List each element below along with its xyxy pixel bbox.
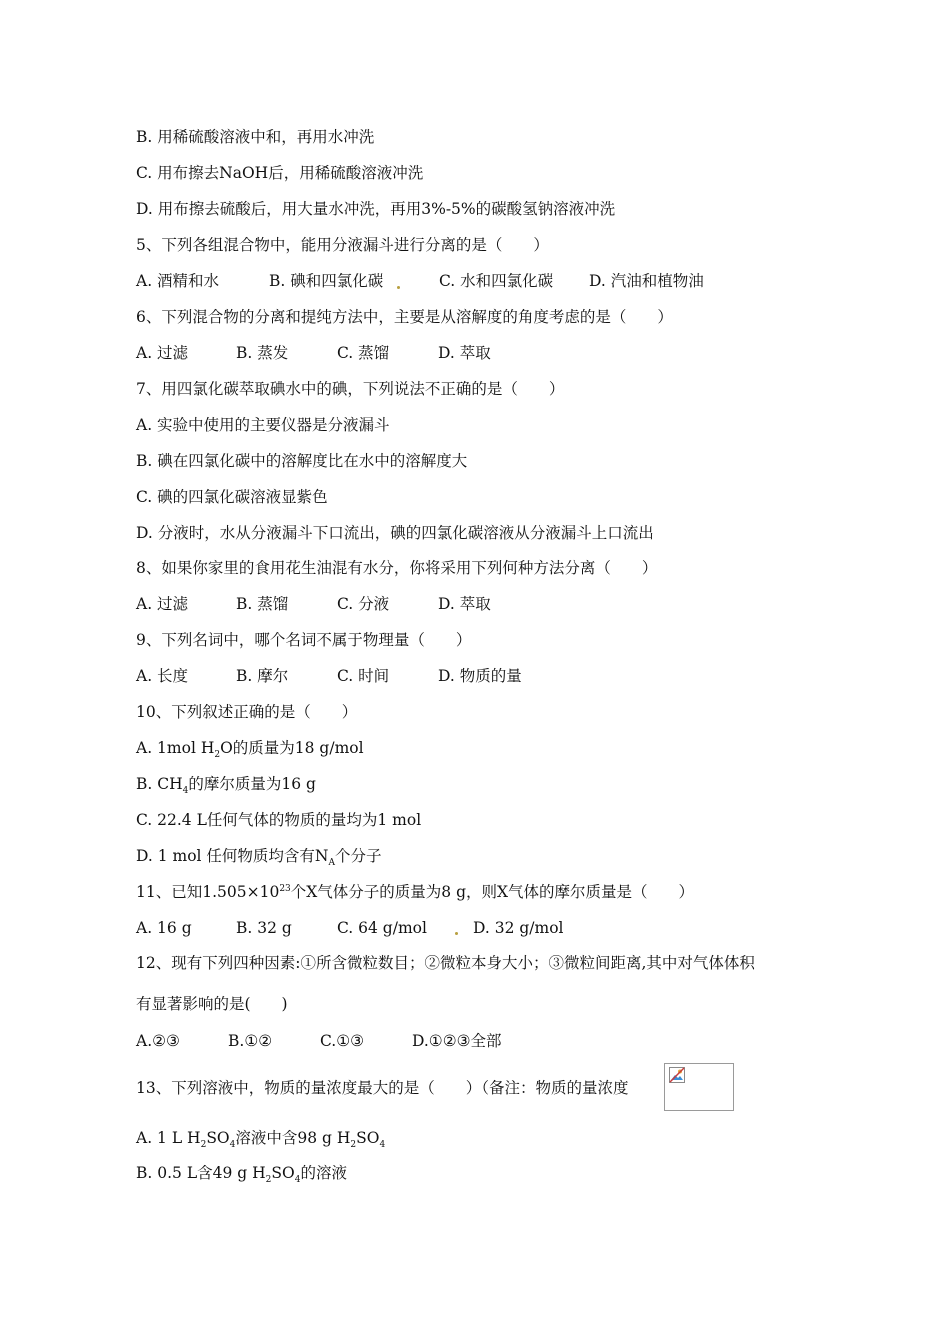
q8-options (136, 594, 491, 614)
question-11: 11、已知$1.505\times 10^{23}$个X气体分子的质量为8 g，则X气体的摩尔质量是（ ） (136, 883, 695, 901)
q9-options (136, 666, 522, 686)
q4-option-b: B. 用稀硫酸溶液中和，再用水冲洗 (136, 128, 375, 146)
broken-image-icon (669, 1067, 685, 1083)
q6-option-c: C. 蒸馏 (337, 344, 390, 362)
q6-option-d: D. 萃取 (438, 344, 491, 362)
q7-option-d: D. 分液时，水从分液漏斗下口流出，碘的四氯化碳溶液从分液漏斗上口流出 (136, 524, 654, 542)
q7-option-c: C. 碘的四氯化碳溶液显紫色 (136, 488, 328, 506)
question-8: 8、如果你家里的食用花生油混有水分，你将采用下列何种方法分离（ ） (136, 559, 658, 577)
q11-option-c: C. 64 g/mol (337, 919, 427, 937)
q5-option-c: C. 水和四氯化碳 (439, 272, 554, 290)
question-12-line-1: 12、现有下列四种因素:①所含微粒数目；②微粒本身大小；③微粒间距离,其中对气体体积 (136, 954, 755, 972)
q10-option-c: C. 22.4 L任何气体的物质的量均为1 mol (136, 811, 422, 829)
question-6: 6、下列混合物的分离和提纯方法中，主要是从溶解度的角度考虑的是（ ） (136, 308, 673, 326)
q10-option-a: A. 1mol $H_2O$的质量为18 g/mol (136, 739, 364, 761)
q9-option-d: D. 物质的量 (438, 667, 522, 685)
q5-option-a: A. 酒精和水 (136, 272, 220, 290)
q11-options (136, 918, 564, 938)
q8-option-c: C. 分液 (337, 595, 390, 613)
q10-option-d: D. 1 mol 任何物质均含有$N_A$个分子 (136, 847, 382, 869)
q12-option-b: B.①② (228, 1032, 273, 1050)
question-12-line-2: 有显著影响的是( ) (136, 995, 288, 1013)
q9-option-b: B. 摩尔 (236, 667, 289, 685)
q8-option-d: D. 萃取 (438, 595, 491, 613)
q8-option-b: B. 蒸馏 (236, 595, 289, 613)
q4-option-c: C. 用布擦去NaOH后，用稀硫酸溶液冲洗 (136, 164, 424, 182)
q12-option-c: C.①③ (320, 1032, 365, 1050)
q13-option-a: A. 1 L $H_2SO_4$溶液中含98 g $H_2SO_4$ (136, 1129, 386, 1151)
q4-option-d: D. 用布擦去硫酸后，用大量水冲洗，再用3%-5%的碳酸氢钠溶液冲洗 (136, 200, 616, 218)
formula-image-placeholder (664, 1063, 734, 1111)
q6-option-a: A. 过滤 (136, 344, 189, 362)
q11-option-b: B. 32 g (236, 919, 292, 937)
q11-option-a: A. 16 g (136, 919, 192, 937)
q9-option-a: A. 长度 (136, 667, 189, 685)
stray-dot (455, 932, 458, 935)
question-7: 7、用四氯化碳萃取碘水中的碘，下列说法不正确的是（ ） (136, 380, 565, 398)
question-5: 5、下列各组混合物中，能用分液漏斗进行分离的是（ ） (136, 236, 549, 254)
q12-option-a: A.②③ (136, 1032, 180, 1050)
q6-option-b: B. 蒸发 (236, 344, 289, 362)
question-9: 9、下列名词中，哪个名词不属于物理量（ ） (136, 631, 472, 649)
q13-option-b: B. 0.5 L含49 g $H_2SO_4$的溶液 (136, 1164, 347, 1186)
q12-option-d: D.①②③全部 (412, 1032, 502, 1050)
q10-option-b: B. $CH_4$的摩尔质量为16 g (136, 775, 316, 797)
q9-option-c: C. 时间 (337, 667, 390, 685)
q5-options (136, 271, 704, 291)
q11-option-d: D. 32 g/mol (473, 919, 564, 937)
q5-option-d: D. 汽油和植物油 (589, 272, 704, 290)
stray-dot (397, 286, 400, 289)
q12-options (136, 1031, 502, 1051)
q7-option-b: B. 碘在四氯化碳中的溶解度比在水中的溶解度大 (136, 452, 468, 470)
q5-option-b: B. 碘和四氯化碳 (269, 272, 384, 290)
q6-options (136, 343, 491, 363)
q7-option-a: A. 实验中使用的主要仪器是分液漏斗 (136, 416, 390, 434)
question-13: 13、下列溶液中，物质的量浓度最大的是（ ）（备注：物质的量浓度 (136, 1079, 629, 1097)
question-10: 10、下列叙述正确的是（ ） (136, 703, 358, 721)
q8-option-a: A. 过滤 (136, 595, 189, 613)
